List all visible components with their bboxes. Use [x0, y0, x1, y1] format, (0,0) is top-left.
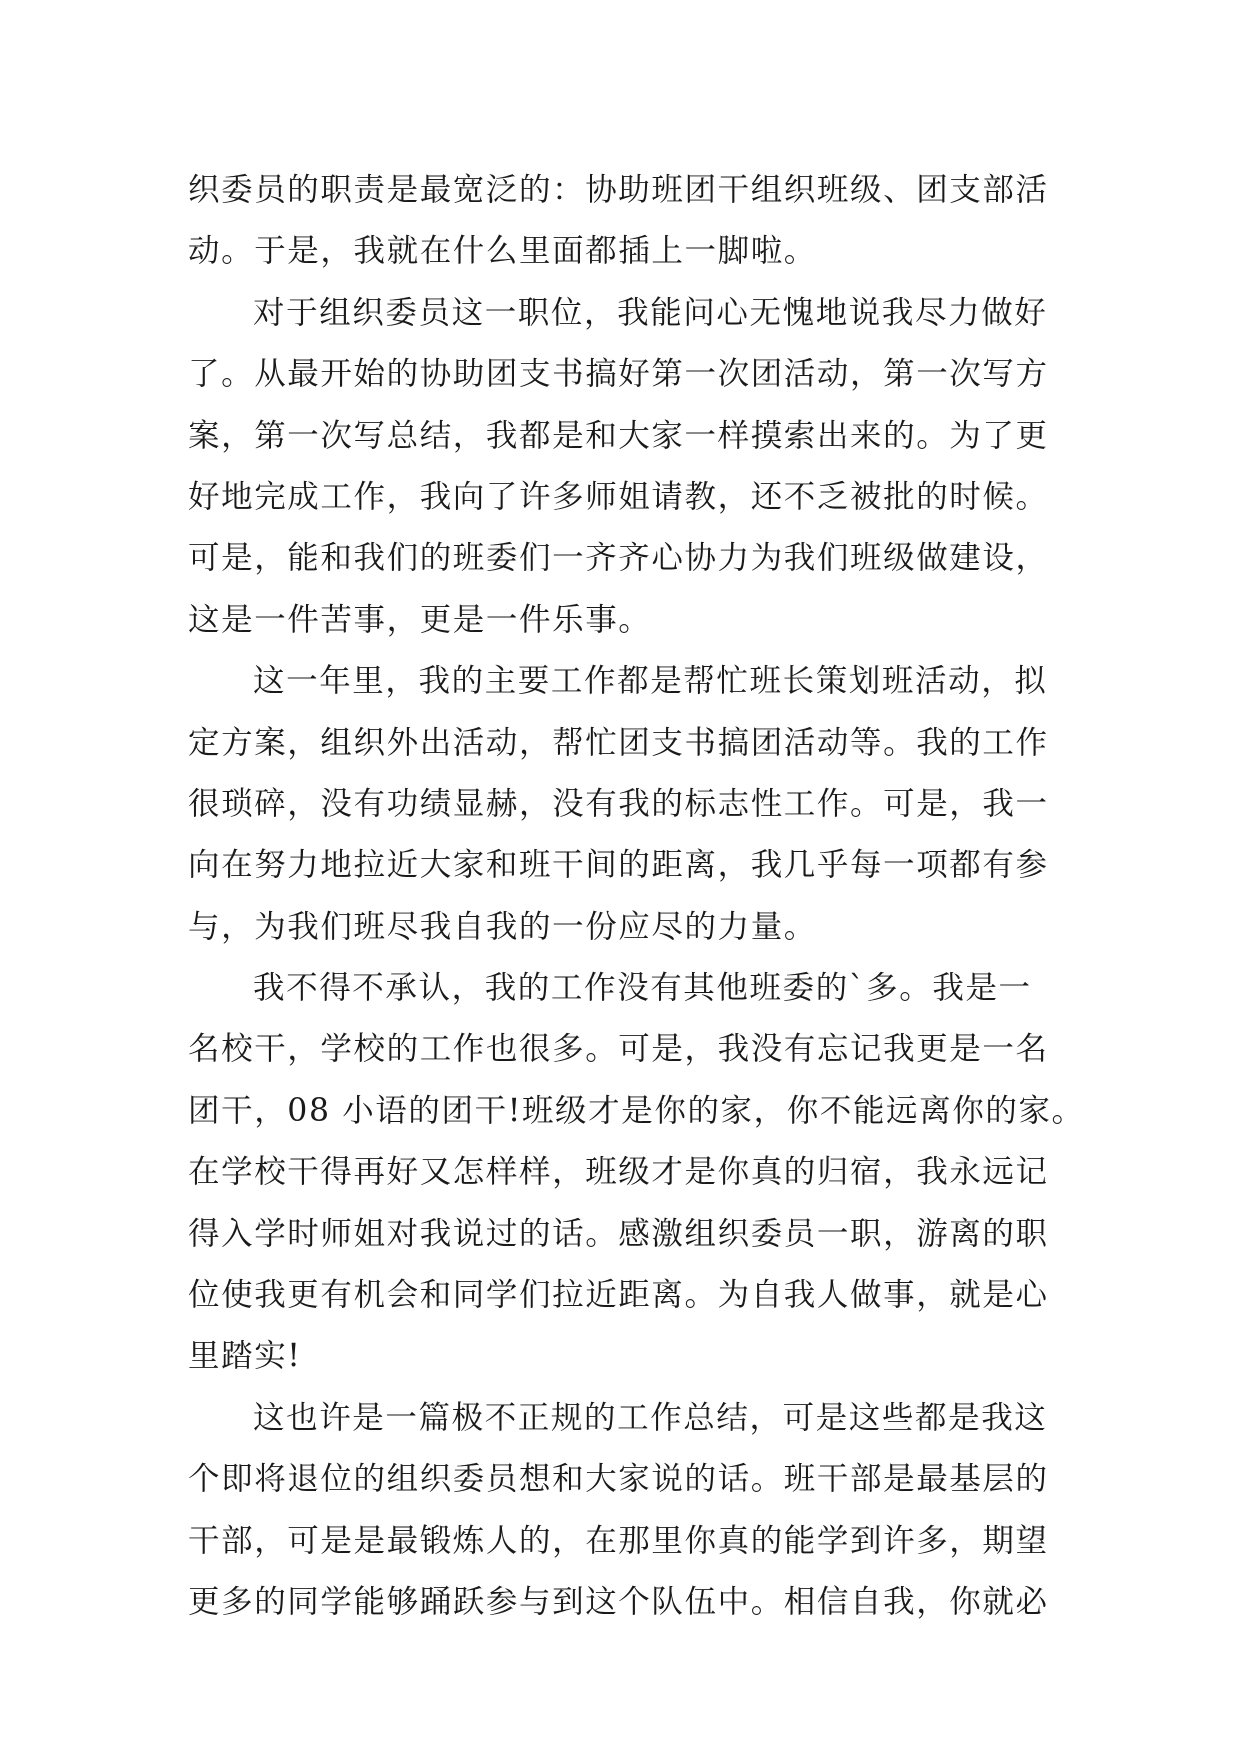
- text-line: 与，为我们班尽我自我的一份应尽的力量。: [188, 908, 817, 945]
- text-line: 可是，能和我们的班委们一齐齐心协力为我们班级做建设，: [188, 540, 1049, 577]
- text-line: 对于组织委员这一职位，我能问心无愧地说我尽力做好: [253, 294, 1048, 331]
- text-line: 干部，可是是最锻炼人的，在那里你真的能学到许多，期望: [188, 1522, 1049, 1559]
- text-line: 织委员的职责是最宽泛的：协助班团干组织班级、团支部活: [188, 172, 1049, 208]
- text-line: 了。从最开始的协助团支书搞好第一次团活动，第一次写方: [188, 356, 1049, 393]
- text-line: 动。于是，我就在什么里面都插上一脚啦。: [188, 233, 817, 270]
- text-line: 在学校干得再好又怎样样，班级才是你真的归宿，我永远记: [188, 1154, 1049, 1191]
- text-line: 团干，08 小语的团干!班级才是你的家，你不能远离你的家。: [188, 1092, 1085, 1129]
- text-line: 更多的同学能够踊跃参与到这个队伍中。相信自我，你就必: [188, 1583, 1049, 1620]
- text-line: 我不得不承认，我的工作没有其他班委的`多。我是一: [253, 970, 1032, 1007]
- text-line: 这也许是一篇极不正规的工作总结，可是这些都是我这: [253, 1399, 1048, 1436]
- text-line: 这是一件苦事，更是一件乐事。: [188, 601, 652, 638]
- document-body: [188, 160, 1085, 1633]
- text-line: 得入学时师姐对我说过的话。感激组织委员一职，游离的职: [188, 1215, 1049, 1252]
- text-line: 名校干，学校的工作也很多。可是，我没有忘记我更是一名: [188, 1031, 1049, 1068]
- text-line: 很琐碎，没有功绩显赫，没有我的标志性工作。可是，我一: [188, 785, 1049, 822]
- text-line: 向在努力地拉近大家和班干间的距离，我几乎每一项都有参: [188, 847, 1049, 884]
- text-line: 案，第一次写总结，我都是和大家一样摸索出来的。为了更: [188, 417, 1049, 454]
- text-line: 里踏实!: [188, 1338, 302, 1375]
- text-line: 位使我更有机会和同学们拉近距离。为自我人做事，就是心: [188, 1277, 1049, 1314]
- text-line: 这一年里，我的主要工作都是帮忙班长策划班活动，拟: [253, 663, 1048, 700]
- text-line: 个即将退位的组织委员想和大家说的话。班干部是最基层的: [188, 1461, 1049, 1498]
- text-line: 定方案，组织外出活动，帮忙团支书搞团活动等。我的工作: [188, 724, 1049, 761]
- text-line: 好地完成工作，我向了许多师姐请教，还不乏被批的时候。: [188, 478, 1049, 515]
